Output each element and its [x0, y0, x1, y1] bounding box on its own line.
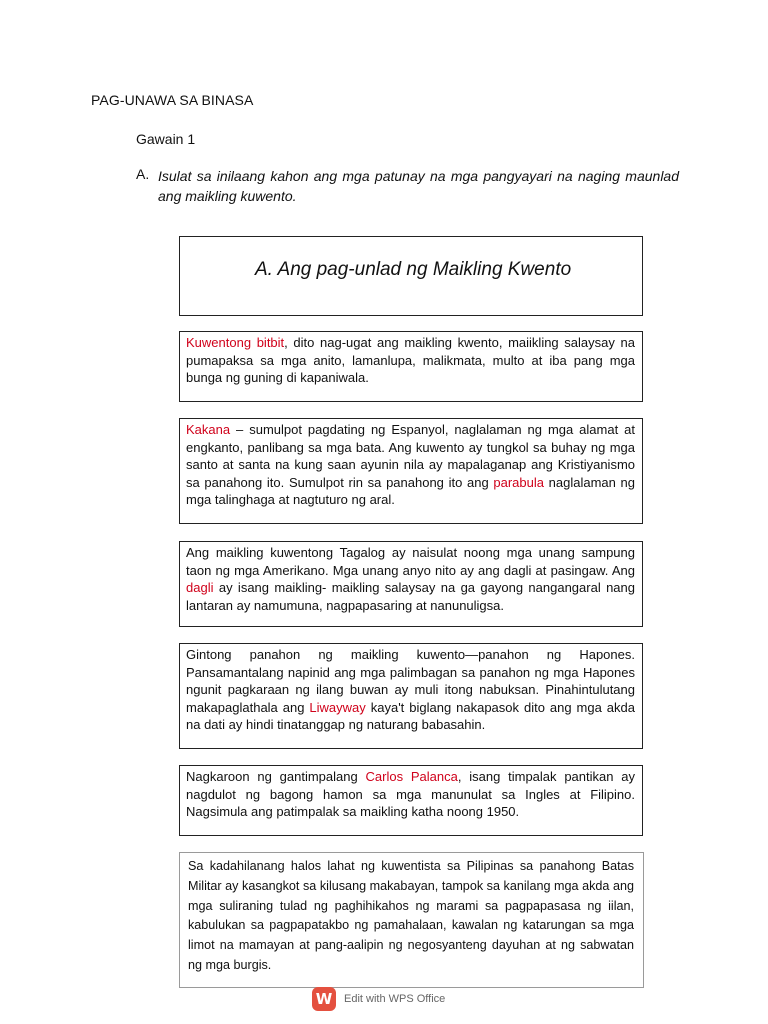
box-paragraph	[180, 332, 642, 387]
document-header: PAG-UNAWA SA BINASA	[91, 92, 254, 108]
box-paragraph	[180, 644, 642, 734]
box-paragraph	[180, 542, 642, 614]
instruction-letter: A.	[136, 166, 150, 182]
box-text-start: Gintong panahon ng maikling kuwento—panahon ng Hapones. Pansamantalang napinid ang mga palimbagan sa panahon ng mga Hapones ngunit pagkaraan ng ilang buwan ay muli itong nabuksan. Pinahintulutang makapaglathala ang	[186, 647, 635, 715]
wps-edit-banner[interactable]	[312, 984, 445, 1014]
title-box-heading: A. Ang pag-unlad ng Maikling Kwento	[255, 259, 572, 280]
box-text-end: naglalaman ng mga talinghaga at nagtuturo ng aral.	[186, 474, 635, 507]
timeline-box-amerikano	[179, 541, 643, 627]
highlight-term: Carlos Palanca	[365, 769, 458, 784]
box-paragraph	[180, 853, 643, 976]
box-text: , isang timpalak pantikan ay nagdulot ng bagong hamon sa mga manunulat sa Ingles at Filipino. Nagsimula ang patimpalak sa maikling katha noong 1950.	[186, 769, 635, 819]
wps-logo-icon: W	[312, 987, 336, 1011]
highlight-term: dagli	[186, 580, 214, 595]
timeline-box-kuwentong-bitbit	[179, 331, 643, 402]
box-text-start: Ang maikling kuwentong Tagalog ay naisulat noong mga unang sampung taon ng mga Amerikano. Mga unang anyo nito ay ang dagli at pasingaw. Ang	[186, 545, 635, 578]
activity-label: Gawain 1	[136, 131, 196, 147]
timeline-box-hapones	[179, 643, 643, 749]
box-text: kaya't biglang nakapasok dito ang mga akda na dati ay hindi tinatanggap ng naturang babasahin.	[186, 699, 635, 732]
timeline-box-palanca	[179, 765, 643, 836]
highlight-term-parabula: parabula	[493, 474, 544, 490]
instruction-text: Isulat sa inilaang kahon ang mga patunay na mga pangyayari na naging maunlad ang maikling kuwento.	[158, 168, 679, 204]
box-text: , dito nag-ugat ang maikling kwento, maiikling salaysay na pumapaksa sa mga anito, lamanlupa, malikmata, multo at iba pang mga bunga ng guning di kapaniwala.	[186, 335, 635, 385]
box-text: ay isang maikling- maikling salaysay na ga gayong nangangaral nang lantaran ay namumuna, nagpapasaring at nanunuligsa.	[186, 580, 635, 613]
highlight-term: Liwayway	[309, 699, 366, 715]
title-box	[179, 236, 643, 316]
highlight-term: Kakana	[186, 422, 231, 437]
timeline-box-batas-militar	[179, 852, 644, 988]
box-paragraph	[180, 419, 642, 509]
timeline-box-kakana	[179, 418, 643, 524]
wps-edit-label: Edit with WPS Office	[344, 993, 446, 1005]
highlight-term: Kuwentong bitbit	[186, 335, 285, 350]
box-text-start: Nagkaroon ng gantimpalang	[186, 769, 366, 784]
box-paragraph	[180, 766, 642, 821]
box-text: – sumulpot pagdating ng Espanyol, naglalaman ng mga alamat at engkanto, panlibang sa mga bata. Ang kuwento ay tungkol sa buhay ng mga santo at santa na kung saan ayunin nila ay mapalaganap ang Kristiyanismo sa panahong ito. Sumulpot rin sa panahong ito ang	[186, 422, 635, 490]
box-text: Sa kadahilanang halos lahat ng kuwentista sa Pilipinas sa panahong Batas Militar ay kasangkot sa kilusang makabayan, tampok sa kanilang mga akda ang mga suliraning tulad ng paghihikahos ng marami sa pagpapasasa ng iilan, kabulukan sa pagpapatakbo ng pamahalaan, kawalan ng katarungan sa mga limot na mamayan at pang-aalipin ng negosyanteng dayuhan at ng sabwatan ng mga burgis.	[188, 859, 634, 972]
